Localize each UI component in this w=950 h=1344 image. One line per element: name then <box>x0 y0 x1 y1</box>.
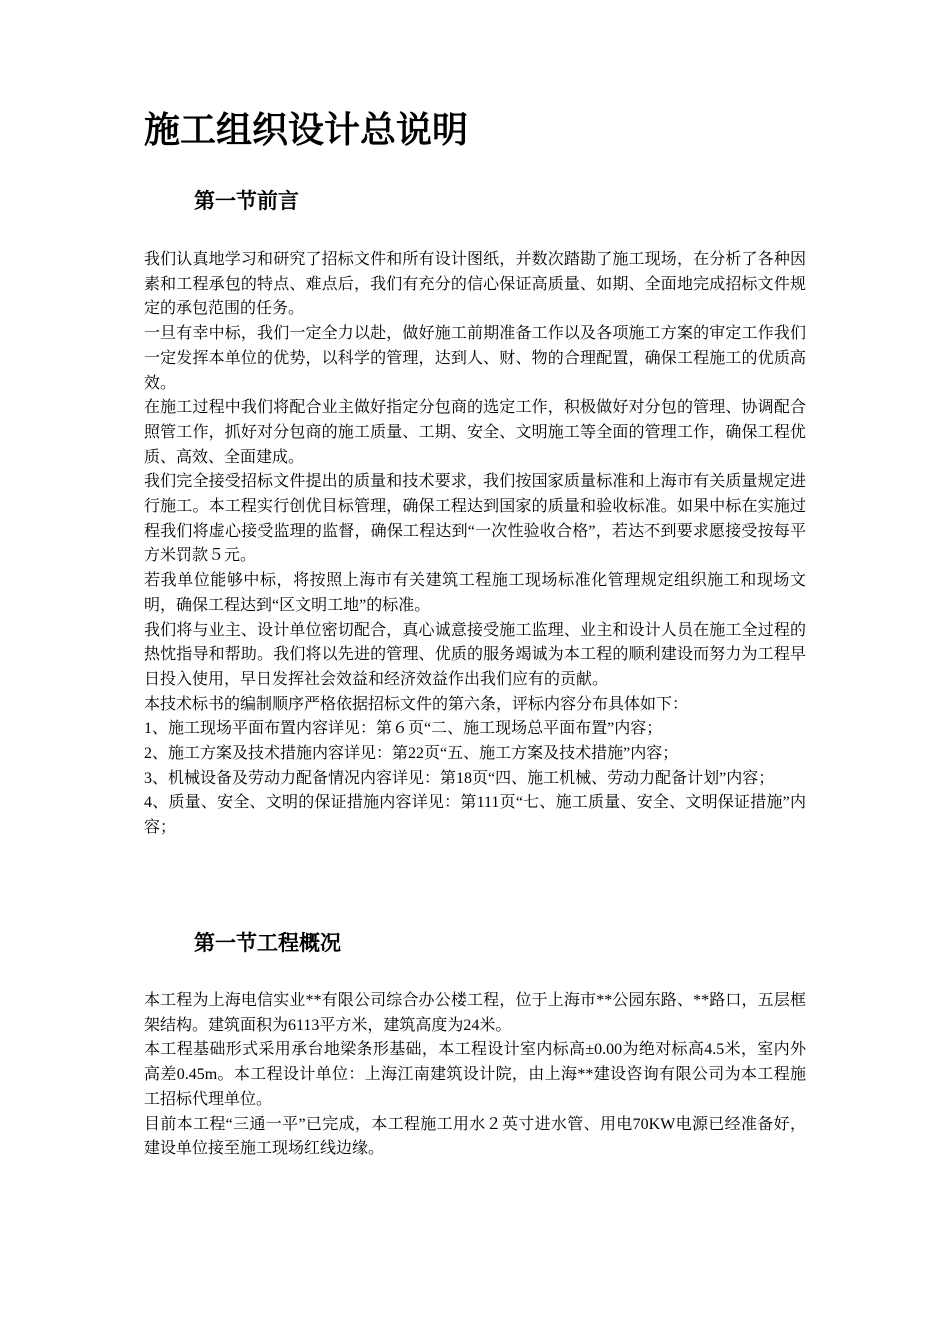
paragraph: 一旦有幸中标，我们一定全力以赴，做好施工前期准备工作以及各项施工方案的审定工作我们一定发挥本单位的优势，以科学的管理，达到人、财、物的合理配置，确保工程施工的优质高效。 <box>144 325 806 392</box>
section-heading-overview: 第一节工程概况 <box>194 931 341 955</box>
paragraph: 若我单位能够中标，将按照上海市有关建筑工程施工现场标准化管理规定组织施工和现场文明，确保工程达到“区文明工地”的标准。 <box>144 572 806 614</box>
paragraph: 本工程基础形式采用承台地梁条形基础，本工程设计室内标高±0.00为绝对标高4.5米，室内外高差0.45m。本工程设计单位：上海江南建筑设计院，由上海**建设咨询有限公司为本工程施工招标代理单位。 <box>144 1041 806 1108</box>
section-body-overview <box>144 989 806 1162</box>
paragraph: 本技术标书的编制顺序严格依据招标文件的第六条，评标内容分布具体如下： <box>144 695 689 713</box>
list-item: 4、质量、安全、文明的保证措施内容详见：第111页“七、施工质量、安全、文明保证措施”内容； <box>144 794 806 837</box>
paragraph: 我们认真地学习和研究了招标文件和所有设计图纸，并数次踏勘了施工现场，在分析了各种因素和工程承包的特点、难点后，我们有充分的信心保证高质量、如期、全面地完成招标文件规定的承包范围的任务。 <box>144 251 806 318</box>
list-item: 1、施工现场平面布置内容详见：第６页“二、施工现场总平面布置”内容； <box>144 720 663 738</box>
list-item: 2、施工方案及技术措施内容详见：第22页“五、施工方案及技术措施”内容； <box>144 745 679 763</box>
paragraph: 在施工过程中我们将配合业主做好指定分包商的选定工作，积极做好对分包的管理、协调配合照管工作，抓好对分包商的施工质量、工期、安全、文明施工等全面的管理工作，确保工程优质、高效、全面建成。 <box>144 399 806 466</box>
paragraph: 我们将与业主、设计单位密切配合，真心诚意接受施工监理、业主和设计人员在施工全过程的热忱指导和帮助。我们将以先进的管理、优质的服务竭诚为本工程的顺利建设而努力为工程早日投入使用，早日发挥社会效益和经济效益作出我们应有的贡献。 <box>144 621 806 688</box>
list-item: 3、机械设备及劳动力配备情况内容详见：第18页“四、施工机械、劳动力配备计划”内容； <box>144 769 775 787</box>
paragraph: 我们完全接受招标文件提出的质量和技术要求，我们按国家质量标准和上海市有关质量规定进行施工。本工程实行创优目标管理，确保工程达到国家的质量和验收标准。如果中标在实施过程我们将虚心接受监理的监督，确保工程达到“一次性验收合格”，若达不到要求愿接受按每平方米罚款５元。 <box>144 473 806 565</box>
section-body-preface <box>144 248 806 841</box>
paragraph: 本工程为上海电信实业**有限公司综合办公楼工程，位于上海市**公园东路、**路口，五层框架结构。建筑面积为6113平方米，建筑高度为24米。 <box>144 992 806 1034</box>
document-title: 施工组织设计总说明 <box>144 110 469 150</box>
section-heading-preface: 第一节前言 <box>194 189 299 213</box>
paragraph: 目前本工程“三通一平”已完成，本工程施工用水２英寸进水管、用电70KW电源已经准备好，建设单位接至施工现场红线边缘。 <box>144 1115 806 1158</box>
